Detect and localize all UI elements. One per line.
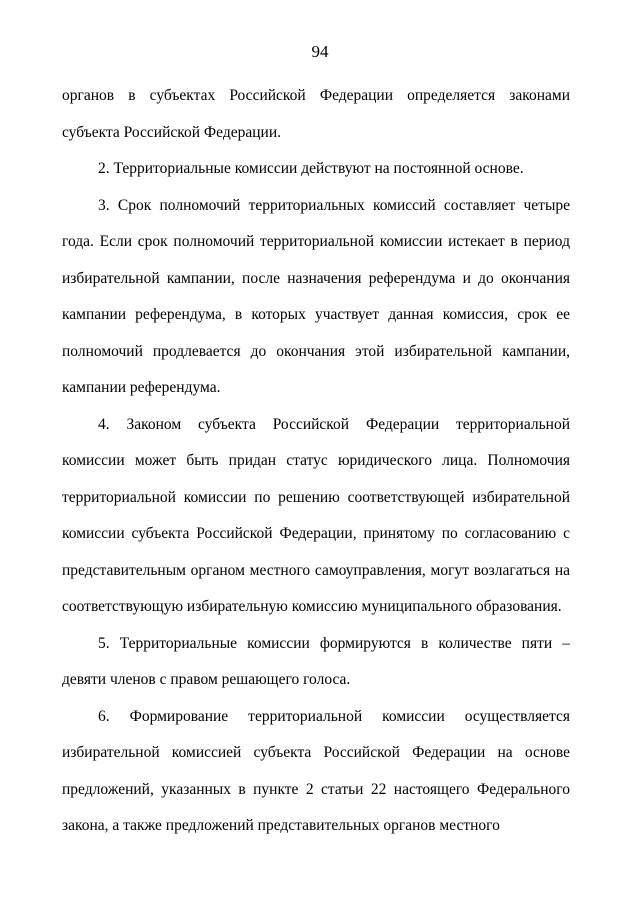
- document-body: [62, 78, 570, 845]
- paragraph-item-2: 2. Территориальные комиссии действуют на постоянной основе.: [98, 160, 524, 177]
- paragraph-item-4: 4. Законом субъекта Российской Федерации территориальной комиссии может быть придан статус юридического лица. Полномочия территориальной комиссии по решению соответствующей избирательной комиссии субъекта Российской Федерации, принятому по согласованию с представительным органом местного самоуправления, могут возлагаться на соответствующую избирательную комиссию муниципального образования.: [62, 415, 570, 615]
- paragraph-item-3: 3. Срок полномочий территориальных комиссий составляет четыре года. Если срок полномочий территориальной комиссии истекает в период избирательной кампании, после назначения референдума и до окончания кампании референдума, в которых участвует данная комиссия, срок ее полномочий продлевается до окончания этой избирательной кампании, кампании референдума.: [62, 196, 570, 396]
- page-number: 94: [311, 42, 329, 61]
- paragraph-item-5: 5. Территориальные комиссии формируются в количестве пяти – девяти членов с правом решающего голоса.: [62, 634, 570, 688]
- paragraph-item-6: 6. Формирование территориальной комиссии осуществляется избирательной комиссией субъекта Российской Федерации на основе предложений, указанных в пункте 2 статьи 22 настоящего Федерального закона, а также предложений представительных органов местного: [62, 707, 570, 834]
- paragraph-continuation: органов в субъектах Российской Федерации определяется законами субъекта Российской Федерации.: [62, 87, 570, 141]
